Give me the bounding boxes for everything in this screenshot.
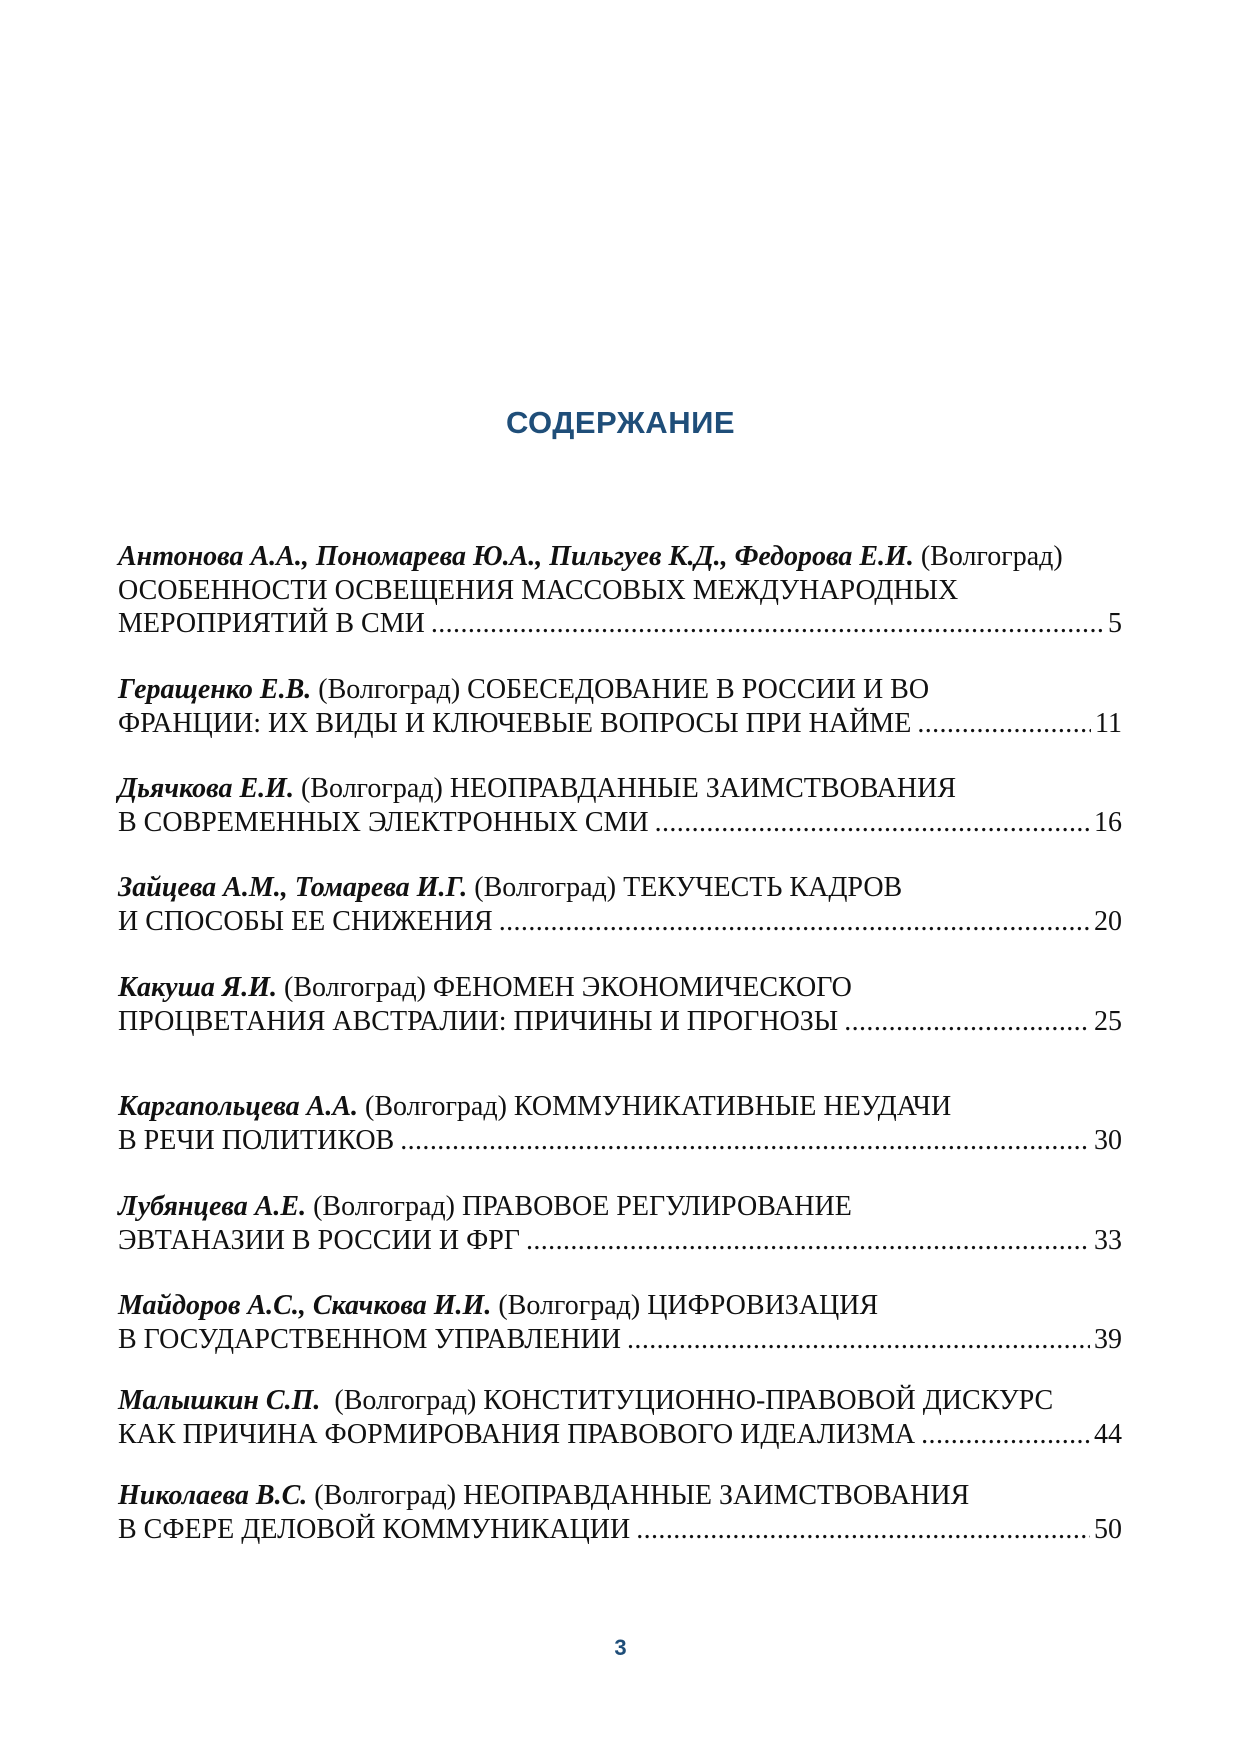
toc-entry-city: (Волгоград)	[307, 1480, 464, 1511]
toc-entry-city: (Волгоград)	[306, 1191, 462, 1222]
toc-entry[interactable]	[118, 1190, 1122, 1257]
toc-entry-authors: Зайцева А.М., Томарева И.Г.	[118, 872, 468, 903]
toc-entry-authors: Антонова А.А., Пономарева Ю.А., Пильгуев К.Д., Федорова Е.И.	[118, 541, 914, 572]
page-number: 3	[614, 1635, 627, 1660]
dot-leader	[655, 806, 1090, 840]
toc-entry-authors: Геращенко Е.В.	[118, 674, 312, 705]
dot-leader	[499, 905, 1090, 939]
dot-leader	[431, 607, 1104, 641]
toc-entry-page: 33	[1094, 1224, 1122, 1256]
toc-entry-title-end: КАК ПРИЧИНА ФОРМИРОВАНИЯ ПРАВОВОГО ИДЕАЛИЗМА	[118, 1418, 916, 1450]
toc-entry[interactable]	[118, 540, 1122, 641]
toc-entry[interactable]	[118, 1384, 1122, 1451]
toc-entry-title: НЕОПРАВДАННЫЕ ЗАИМСТВОВАНИЯ	[449, 773, 956, 804]
toc-entry-authors: Николаева В.С.	[118, 1480, 308, 1511]
dot-leader	[627, 1323, 1090, 1357]
toc-entry-title: ФЕНОМЕН ЭКОНОМИЧЕСКОГО	[432, 972, 852, 1003]
toc-entry-title-end: В СФЕРЕ ДЕЛОВОЙ КОММУНИКАЦИИ	[118, 1513, 631, 1545]
toc-entry-title-end: ЭВТАНАЗИИ В РОССИИ И ФРГ	[118, 1224, 520, 1256]
toc-entry[interactable]	[118, 1289, 1122, 1356]
toc-entry-authors: Каргапольцева А.А.	[118, 1091, 359, 1122]
toc-entry-page: 25	[1094, 1005, 1122, 1037]
toc-entry-title: ТЕКУЧЕСТЬ КАДРОВ	[623, 872, 903, 903]
toc-entry[interactable]	[118, 772, 1122, 839]
toc-entry-title: НЕОПРАВДАННЫЕ ЗАИМСТВОВАНИЯ	[463, 1480, 970, 1511]
toc-entry-city: (Волгоград)	[491, 1290, 648, 1321]
toc-entry-page: 39	[1094, 1323, 1122, 1355]
dot-leader	[526, 1224, 1090, 1258]
page-title: СОДЕРЖАНИЕ	[505, 405, 736, 440]
toc-entry-title-end: В ГОСУДАРСТВЕННОМ УПРАВЛЕНИИ	[118, 1323, 622, 1355]
toc-entry-city: (Волгоград)	[293, 773, 450, 804]
toc-entry-page: 44	[1094, 1418, 1122, 1450]
toc-entry-page: 30	[1094, 1124, 1122, 1156]
dot-leader	[636, 1513, 1090, 1547]
toc-entry[interactable]	[118, 673, 1122, 740]
toc-entry-page: 11	[1095, 707, 1122, 739]
toc-entry-title-end: И СПОСОБЫ ЕЕ СНИЖЕНИЯ	[118, 905, 493, 937]
toc-entry-page: 5	[1108, 608, 1122, 639]
toc-entry-title-end: В СОВРЕМЕННЫХ ЭЛЕКТРОННЫХ СМИ	[118, 806, 649, 838]
toc-entry-title: КОММУНИКАТИВНЫЕ НЕУДАЧИ	[513, 1091, 952, 1122]
dot-leader	[917, 707, 1091, 741]
toc-entry-title-end: ПРОЦВЕТАНИЯ АВСТРАЛИИ: ПРИЧИНЫ И ПРОГНОЗЫ	[118, 1005, 839, 1037]
toc-entry-city: (Волгоград)	[358, 1091, 514, 1122]
toc-entry-title-end: МЕРОПРИЯТИЙ В СМИ	[118, 608, 425, 639]
dot-leader	[921, 1418, 1090, 1452]
toc-entry-title: ЦИФРОВИЗАЦИЯ	[647, 1290, 879, 1321]
toc-entry-city: (Волгоград)	[913, 541, 1063, 572]
dot-leader	[400, 1124, 1090, 1158]
toc-entry-page: 20	[1094, 905, 1122, 937]
toc-entry-title-end: В РЕЧИ ПОЛИТИКОВ	[118, 1124, 395, 1156]
toc-entry-page: 16	[1094, 806, 1122, 838]
toc-entry-city: (Волгоград)	[311, 674, 468, 705]
toc-entry[interactable]	[118, 971, 1122, 1038]
toc-entry-title: КОНСТИТУЦИОННО-ПРАВОВОЙ ДИСКУРС	[483, 1385, 1054, 1416]
dot-leader	[844, 1005, 1090, 1039]
toc-entry-title: ОСОБЕННОСТИ ОСВЕЩЕНИЯ МАССОВЫХ МЕЖДУНАРОДНЫХ	[118, 574, 959, 606]
toc-entry[interactable]	[118, 1090, 1122, 1157]
toc-entry[interactable]	[118, 1479, 1122, 1546]
toc-entry-city: (Волгоград)	[320, 1385, 484, 1416]
toc-entry-title-end: ФРАНЦИИ: ИХ ВИДЫ И КЛЮЧЕВЫЕ ВОПРОСЫ ПРИ НАЙМЕ	[118, 707, 912, 739]
toc-entry-title: СОБЕСЕДОВАНИЕ В РОССИИ И ВО	[467, 674, 930, 705]
toc-entry-city: (Волгоград)	[277, 972, 433, 1003]
toc-entry-page: 50	[1094, 1513, 1122, 1545]
toc-entry-authors: Дьячкова Е.И.	[118, 773, 294, 804]
toc-entry-authors: Майдоров А.С., Скачкова И.И.	[118, 1290, 492, 1321]
toc-entry-authors: Какуша Я.И.	[118, 972, 278, 1003]
toc-entry[interactable]	[118, 871, 1122, 938]
toc-entry-title: ПРАВОВОЕ РЕГУЛИРОВАНИЕ	[461, 1191, 852, 1222]
toc-entry-city: (Волгоград)	[467, 872, 624, 903]
toc-entry-authors: Малышкин С.П.	[118, 1385, 321, 1416]
toc-entry-authors: Лубянцева А.Е.	[118, 1191, 307, 1222]
